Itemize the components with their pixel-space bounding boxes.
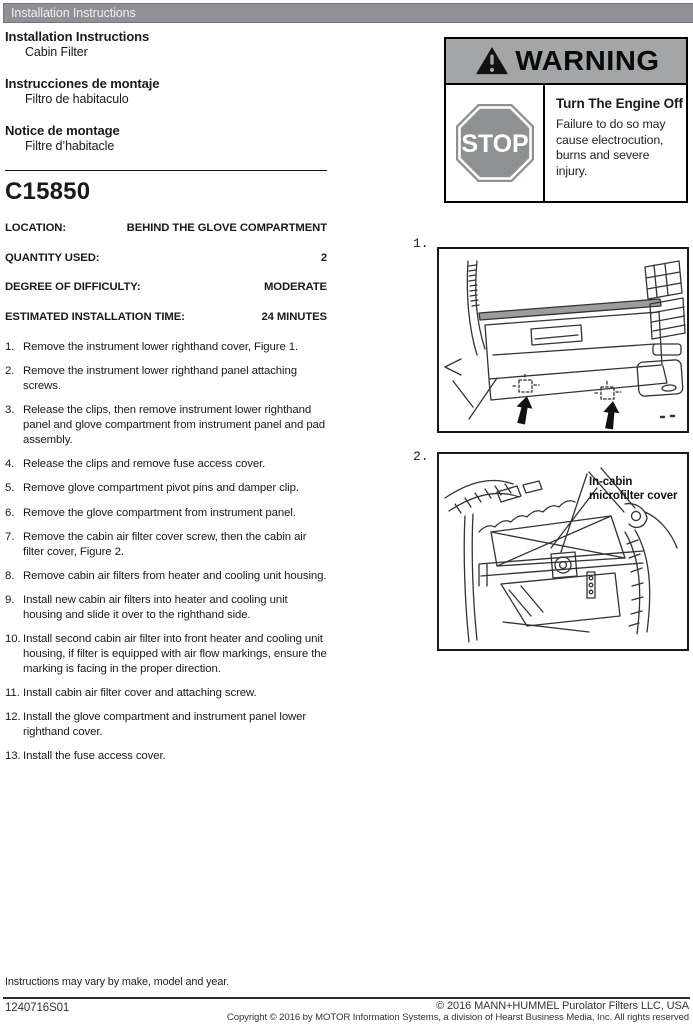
spec-value: 2	[320, 251, 327, 264]
left-column	[5, 29, 329, 773]
screw-location-arrows	[513, 395, 621, 430]
step-number: 11.	[5, 686, 20, 699]
subtitle-english: Cabin Filter	[25, 45, 88, 59]
title-french: Notice de montage	[5, 123, 120, 138]
warning-triangle-icon	[475, 46, 509, 76]
spec-table	[5, 222, 327, 323]
step-number: 5.	[5, 482, 15, 495]
step-text: Remove the glove compartment from instrument panel.	[23, 506, 296, 519]
instruction-steps	[5, 340, 327, 764]
step-item	[5, 457, 327, 472]
step-item	[5, 749, 327, 764]
step-number: 8.	[5, 569, 15, 582]
spec-label: LOCATION:	[5, 222, 67, 234]
copyright-line-2: Copyright © 2016 by MOTOR Information Systems, a division of Hearst Business Media, Inc. All rights reserved	[226, 1012, 689, 1023]
warning-text-cell	[545, 85, 689, 201]
figure-1-illustration-glove-compartment	[439, 249, 687, 431]
title-spanish: Instrucciones de montaje	[5, 76, 160, 91]
figure-1-number: 1.	[413, 236, 429, 251]
step-text: Remove the instrument lower righthand cover, Figure 1.	[23, 341, 299, 353]
step-text: Remove cabin air filters from heater and cooling unit housing.	[23, 569, 327, 582]
page-header-title: Installation Instructions	[11, 6, 136, 20]
step-text: Release the clips and remove fuse access cover.	[23, 458, 266, 470]
step-number: 9.	[5, 594, 15, 607]
step-number: 2.	[5, 365, 15, 378]
footer-rule	[3, 997, 690, 999]
step-item	[5, 530, 327, 559]
warning-message: Failure to do so may cause electrocution, burns and severe injury.	[556, 117, 666, 178]
step-text: Install second cabin air filter into front heater and cooling unit housing, if filter is equipped with air flow markings, ensure the marking is facing in the proper direction.	[23, 633, 327, 675]
spec-label: ESTIMATED INSTALLATION TIME:	[5, 310, 185, 323]
step-text: Install the fuse access cover.	[23, 750, 166, 763]
warning-box	[444, 37, 688, 203]
warning-header-band	[446, 39, 686, 85]
copyright-line-1: © 2016 MANN+HUMMEL Purolator Filters LLC, USA	[436, 1000, 689, 1012]
step-item	[5, 481, 327, 496]
spec-value: MODERATE	[263, 281, 327, 293]
stop-sign-cell	[446, 85, 545, 201]
warning-title: WARNING	[515, 45, 660, 76]
spec-row-time	[5, 311, 327, 323]
part-number: C15850	[5, 178, 91, 205]
step-number: 7.	[5, 530, 15, 543]
step-number: 4.	[5, 458, 15, 470]
document-number: 1240716S01	[5, 1002, 70, 1014]
title-group-spanish	[5, 76, 329, 107]
warning-body	[446, 85, 686, 201]
step-item	[5, 686, 327, 701]
spec-value: BEHIND THE GLOVE COMPARTMENT	[126, 222, 327, 234]
step-number: 10.	[5, 633, 21, 646]
step-item	[5, 364, 327, 393]
title-english: Installation Instructions	[5, 29, 150, 44]
step-item	[5, 710, 327, 739]
spec-label: DEGREE OF DIFFICULTY:	[5, 281, 141, 293]
step-text: Release the clips, then remove instrument lower righthand panel and glove compartment from instrument panel and pad assembly.	[23, 404, 326, 446]
step-number: 1.	[5, 341, 15, 353]
figure-2-number: 2.	[413, 449, 429, 464]
step-item	[5, 403, 327, 447]
step-text: Install cabin air filter cover and attaching screw.	[23, 686, 257, 699]
subtitle-spanish: Filtro de habitaculo	[25, 92, 129, 106]
warning-heading: Turn The Engine Off	[556, 96, 683, 111]
figure-1-box	[437, 247, 689, 433]
step-item	[5, 632, 327, 676]
step-item	[5, 593, 327, 622]
step-number: 12.	[5, 711, 21, 724]
step-text: Install the glove compartment and instrument panel lower righthand cover.	[23, 711, 307, 738]
footer-note: Instructions may vary by make, model and year.	[5, 976, 230, 988]
spec-row-quantity	[5, 252, 327, 264]
subtitle-french: Filtre d’habitacle	[25, 139, 115, 153]
step-text: Remove the cabin air filter cover screw, then the cabin air filter cover, Figure 2.	[23, 530, 307, 558]
spec-label: QUANTITY USED:	[5, 251, 100, 264]
step-number: 6.	[5, 506, 15, 519]
step-item	[5, 340, 327, 355]
title-group-english	[5, 29, 329, 60]
spec-row-difficulty	[5, 281, 327, 293]
step-number: 13.	[5, 750, 21, 763]
divider-rule	[5, 170, 327, 171]
spec-value: 24 MINUTES	[261, 310, 327, 323]
step-text: Remove the instrument lower righthand panel attaching screws.	[23, 365, 297, 392]
page-header-bar	[3, 3, 693, 23]
stop-sign-icon	[454, 102, 536, 184]
spec-row-location	[5, 222, 327, 234]
stop-sign-label: STOP	[460, 130, 529, 158]
figure-2-annotation-label: In-cabin microfilter cover	[589, 476, 678, 502]
step-text: Install new cabin air filters into heater and cooling unit housing and slide it over to the righthand side.	[23, 594, 288, 621]
figure-2-box	[437, 452, 689, 651]
step-number: 3.	[5, 404, 15, 417]
step-item	[5, 506, 327, 521]
step-item	[5, 569, 327, 584]
step-text: Remove glove compartment pivot pins and damper clip.	[23, 482, 299, 495]
title-group-french	[5, 123, 329, 154]
